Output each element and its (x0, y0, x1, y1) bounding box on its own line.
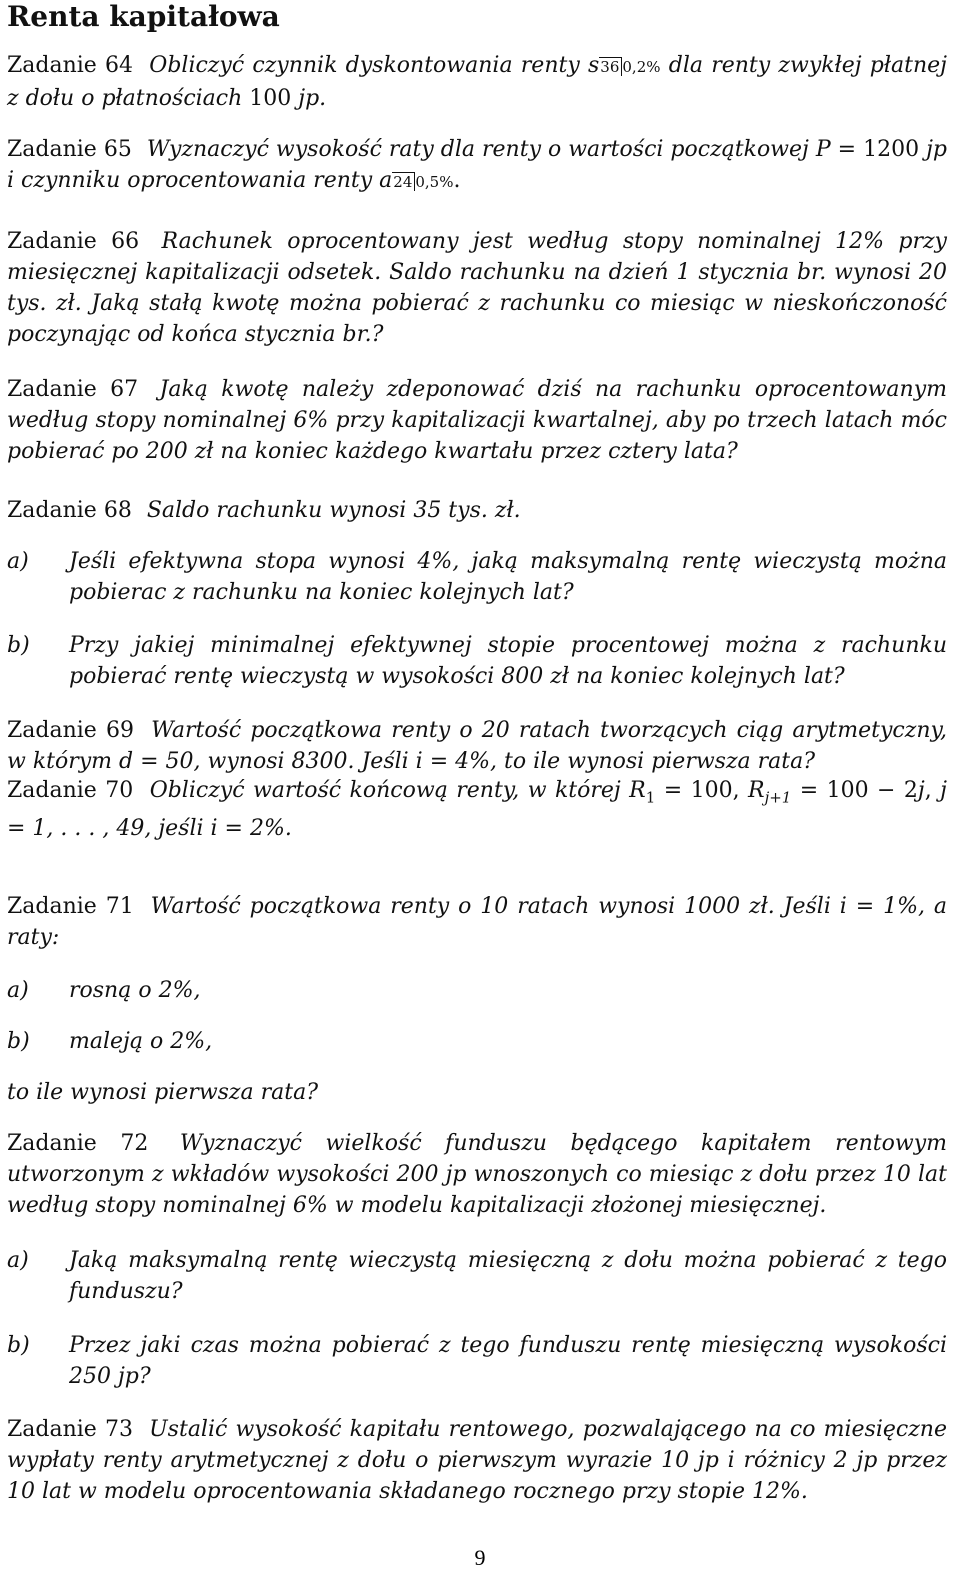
problem-68-label-a: a) (7, 549, 29, 574)
problem-70 (7, 775, 947, 844)
problem-73 (7, 1414, 947, 1507)
problem-72-text-a: Jaką maksymalną rentę wieczystą miesięczną z dołu można pobierać z tego funduszu? (69, 1248, 947, 1304)
problem-72-item-b (7, 1330, 947, 1392)
problem-71-item-a (7, 975, 947, 1006)
problem-68-label-b: b) (7, 633, 30, 658)
problem-64 (7, 50, 947, 114)
problem-65-text-1: Wyznaczyć wysokość raty dla renty o wartości początkowej (146, 137, 816, 162)
problem-72 (7, 1128, 947, 1221)
problem-68-item-b (7, 630, 947, 692)
problem-64-amount: 100 (249, 86, 292, 111)
problem-69-heading: Zadanie 69 (7, 718, 134, 743)
problem-71-item-b (7, 1026, 947, 1057)
problem-71-text-b: maleją o 2%, (69, 1029, 213, 1054)
problem-65 (7, 134, 947, 198)
problem-70-text-2: = 100, (655, 778, 748, 803)
problem-65-var-p: P (815, 137, 831, 162)
problem-71-tail: to ile wynosi pierwsza rata? (7, 1080, 319, 1105)
problem-64-sub-rate: 0,2% (622, 58, 661, 76)
problem-72-text: Wyznaczyć wielkość funduszu będącego kapitałem rentowym utworzonym z wkładów wysokości 200 jp wnoszonych co miesiąc z dołu przez 10 lat według stopy nominalnej 6% w modelu kapitalizacji złożonej miesięcznej. (7, 1131, 947, 1218)
problem-70-heading: Zadanie 70 (7, 778, 134, 803)
problem-65-end: . (453, 168, 461, 193)
problem-64-text-2: dla renty zwykłej płatnej z dołu o płatnościach (7, 53, 947, 111)
problem-70-text-4: , (924, 778, 941, 803)
problem-68-item-a (7, 546, 947, 608)
problem-71-label-b: b) (7, 1029, 30, 1054)
problem-71-label-a: a) (7, 978, 29, 1003)
problem-72-text-b: Przez jaki czas można pobierać z tego funduszu rentę miesięczną wysokości 250 jp? (69, 1333, 947, 1389)
problem-68-text: Saldo rachunku wynosi 35 tys. zł. (146, 498, 521, 523)
problem-67-heading: Zadanie 67 (7, 377, 139, 402)
problem-72-item-a (7, 1245, 947, 1307)
problem-67-text: Jaką kwotę należy zdeponować dziś na rachunku oprocentowanym według stopy nominalnej 6% przy kapitalizacji kwartalnej, aby po trzech latach móc pobierać po 200 zł na koniec każdego kwartału przez cztery lata? (7, 377, 947, 464)
problem-68-heading: Zadanie 68 (7, 498, 132, 523)
problem-70-text-3: = 100 − 2 (791, 778, 918, 803)
problem-64-text-3: jp. (291, 86, 327, 111)
problem-71-text-a: rosną o 2%, (69, 978, 201, 1003)
problem-70-r1-sub: 1 (645, 788, 656, 807)
page-number: 9 (474, 1545, 486, 1570)
document-page (7, 0, 947, 1504)
problem-68 (7, 495, 947, 526)
problem-72-label-b: b) (7, 1333, 30, 1358)
problem-70-r1: R (629, 778, 646, 803)
section-title: Renta kapitałowa (7, 0, 280, 33)
problem-71-heading: Zadanie 71 (7, 894, 134, 919)
problem-72-label-a: a) (7, 1248, 29, 1273)
problem-64-text-1: Obliczyć czynnik dyskontowania renty s (149, 53, 600, 78)
problem-70-j2: j (940, 778, 947, 803)
problem-65-sub-n: 24 (392, 172, 415, 191)
problem-70-rj-sub: j+1 (764, 788, 792, 807)
problem-65-text-2: jp i czynniku oprocentowania renty a (7, 137, 947, 193)
problem-70-text-5: = 1, . . . , 49, jeśli i = 2%. (7, 816, 292, 842)
problem-68-text-b: Przy jakiej minimalnej efektywnej stopie procentowej można z rachunku pobierać rentę wieczystą w wysokości 800 zł na koniec kolejnych lat? (69, 633, 947, 689)
problem-67 (7, 374, 947, 467)
problem-69 (7, 715, 947, 777)
problem-70-j: j (917, 778, 925, 803)
problem-65-sub-rate: 0,5% (415, 173, 454, 191)
problem-64-sub-n: 36 (599, 57, 622, 76)
problem-64-heading: Zadanie 64 (7, 53, 134, 78)
problem-73-heading: Zadanie 73 (7, 1417, 133, 1442)
problem-72-heading: Zadanie 72 (7, 1131, 149, 1156)
problem-66-text: Rachunek oprocentowany jest według stopy nominalnej 12% przy miesięcznej kapitalizacji odsetek. Saldo rachunku na dzień 1 stycznia br. wynosi 20 tys. zł. Jaką stałą kwotę można pobierać z rachunku co miesiąc w nieskończoność poczynając od końca stycznia br.? (7, 229, 947, 347)
problem-68-text-a: Jeśli efektywna stopa wynosi 4%, jaką maksymalną rentę wieczystą można pobierac z rachunku na koniec kolejnych lat? (69, 549, 947, 605)
problem-69-text: Wartość początkowa renty o 20 ratach tworzących ciąg arytmetyczny, w którym d = 50, wynosi 8300. Jeśli i = 4%, to ile wynosi pierwsza rata? (7, 718, 947, 774)
problem-65-eq: = 1200 (830, 137, 920, 162)
problem-70-text-1: Obliczyć wartość końcową renty, w której (149, 778, 630, 803)
problem-71 (7, 891, 947, 953)
problem-70-rj: R (748, 778, 765, 803)
problem-65-heading: Zadanie 65 (7, 137, 132, 162)
problem-71-text: Wartość początkowa renty o 10 ratach wynosi 1000 zł. Jeśli i = 1%, a raty: (7, 894, 947, 950)
problem-73-text: Ustalić wysokość kapitału rentowego, pozwalającego na co miesięczne wypłaty renty arytmetycznej z dołu o pierwszym wyrazie 10 jp i różnicy 2 jp przez 10 lat w modelu oprocentowania składanego rocznego przy stopie 12%. (7, 1417, 947, 1504)
problem-66-heading: Zadanie 66 (7, 229, 140, 254)
problem-66 (7, 226, 947, 350)
